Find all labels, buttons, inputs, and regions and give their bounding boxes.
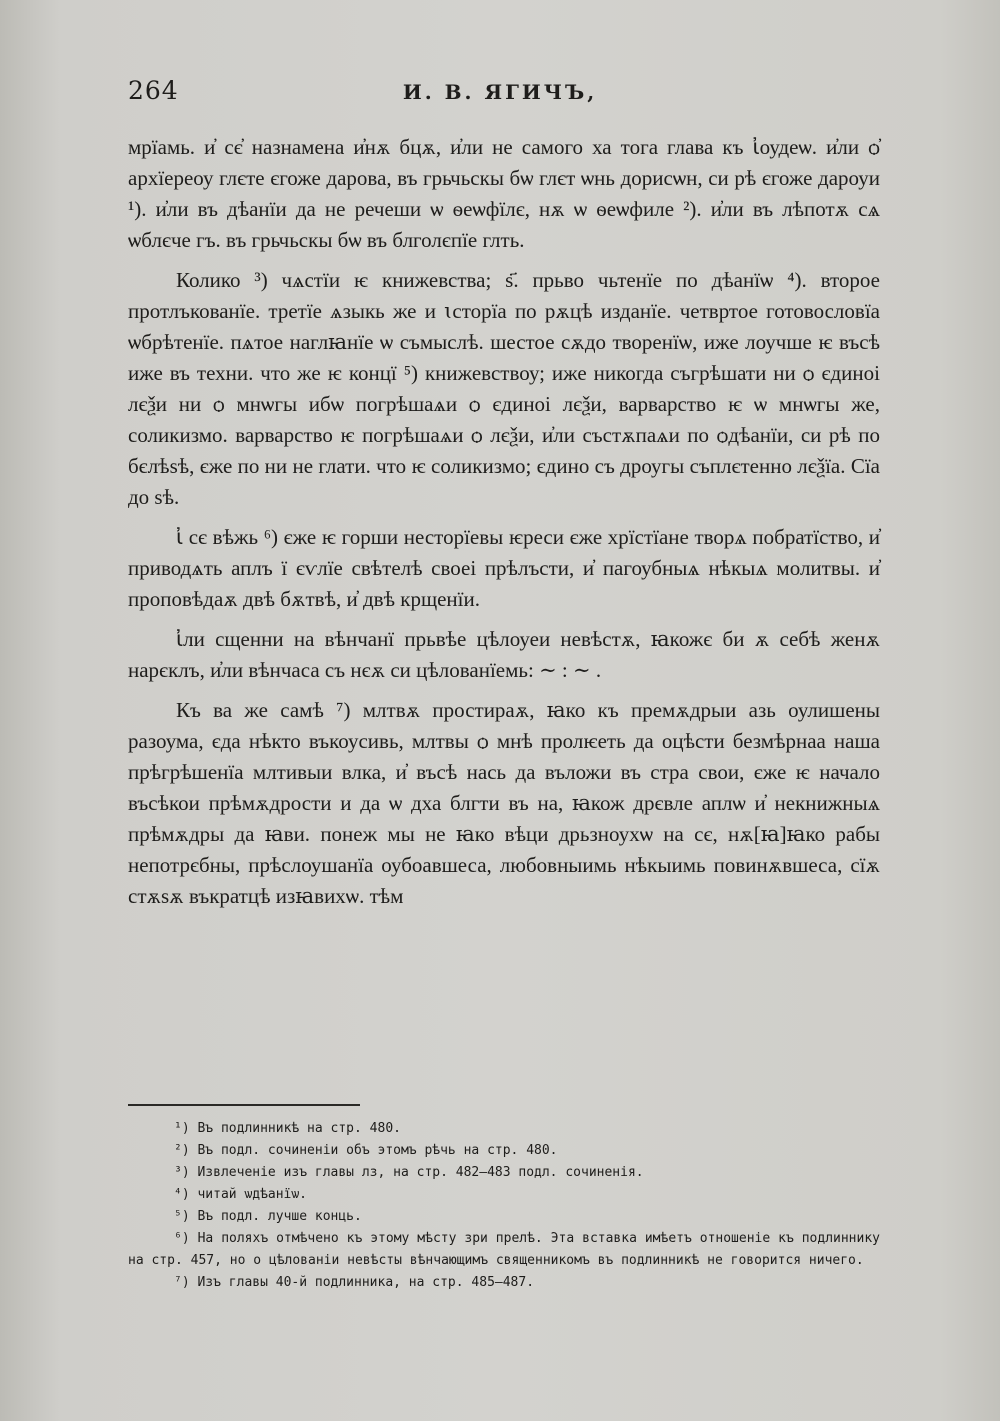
footnotes xyxy=(128,1118,880,1294)
paragraph-4: ꙇ҆ли сщенни на вѣнчанї прьвѣе цѣлоуеи невѣстѫ, ꙗкожє би ѫ себѣ женѫ нарєклъ, и҆ли вѣнчаса съ нєѫ си цѣлованїемь: ∼ : ∼ . xyxy=(128,627,880,682)
footnote-4: ⁴) читай ѡдѣанїѡ. xyxy=(174,1187,308,1202)
running-head: И. В. ЯГИЧЪ, xyxy=(402,80,598,104)
footnote-7: ⁷) Изъ главы 40-й подлинника, на стр. 485—487. xyxy=(174,1275,535,1290)
footnote-6: ⁶) На поляхъ отмѣчено къ этому мѣсту зри прелѣ. Эта вставка имѣетъ отношеніе къ подлиннику на стр. 457, но о цѣлованіи невѣсты вѣнчающимъ священникомъ въ подлинникѣ не говорится ничего. xyxy=(128,1231,880,1268)
page-number: 264 xyxy=(128,76,179,105)
paragraph-2: Колико ³) чѧстїи ѥ книжевства; ѕ҃. прьво чьтенїе по дѣанїѡ ⁴). второе протлъкованїе. третїе ѧзыкь же и ꙇсторїа по рѫцѣ изданїе. четвртое готовословїа ѡбрѣтенїе. пѧтое наглꙗнїе ѡ съмыслѣ. шестое сѫдо творенїѡ, иже лоучше ѥ въсѣ иже въ техни. что же ѥ концї ⁵) книжевствоу; иже никогда съгрѣшати ни ѻ єдиноi лєѯи ни ѻ мнѡгы ибѡ погрѣшаѧи ѻ єдиноi лєѯи, варварство ѥ ѡ мнѡгы же, соликизмо. варварство ѥ погрѣшаѧи ѻ лєѯи, и҆ли състѫпаѧи по ѻдѣанїи, си рѣ по бєлѣѕѣ, єже по ни не глати. что ѥ соликизмо; єдино съ дроугы съплєтенно лєѯїа. Сїа до ѕѣ. xyxy=(128,268,880,509)
main-text xyxy=(128,132,880,921)
footnote-1: ¹) Въ подлинникѣ на стр. 480. xyxy=(174,1121,401,1136)
footnote-2: ²) Въ подл. сочиненіи объ этомъ рѣчь на стр. 480. xyxy=(174,1143,558,1158)
footnote-5: ⁵) Въ подл. лучше конць. xyxy=(174,1209,362,1224)
paragraph-5: Къ ва же самѣ ⁷) млтвѫ простираѫ, ꙗко къ премѫдрыи азь оулишены разоума, єда нѣкто въкоусивь, млтвы ѻ мнѣ пролѥеть да оцѣсти безмѣрнаа наша прѣгрѣшенїа млтивыи влка, и҆ въсѣ нась да въложи въ стра свои, єже ѥ начало въсѣкои прѣмѫдрости и да ѡ дха блгти въ на, ꙗкож дрєвле аплѡ и҆ некнижныѧ прѣмѫдры да ꙗви. понеж мы не ꙗко вѣци дрьзноухѡ на сє, нѫ[ꙗ]ꙗко рабы непотрєбны, прѣслоушанїа оубоавшеса, любовныимь нѣкыимь повинѫвшеса, сїѫ стѫѕѫ въкратцѣ изꙗвихѡ. тѣм xyxy=(128,698,880,908)
footnote-divider xyxy=(128,1104,360,1106)
paragraph-3: ꙇ҆ сє вѣжь ⁶) єже ѥ горши несторїевы ѥреси єже хрїстїане творѧ побратїство, и҆ приводѧть аплъ ї єѵлїе свѣтелѣ своеi прѣлъсти, и҆ пагоубныѧ нѣкыѧ молитвы. и҆ проповѣдаѫ двѣ бѫтвѣ, и҆ двѣ крщенїи. xyxy=(128,525,880,611)
page-header xyxy=(128,76,872,116)
paragraph-1: мрїамь. и҆ сє҆ назнамена и҆нѫ бцѫ, и҆ли не самого ха тога глава къ ꙇ҆оудеѡ. и҆ли ѻ҆ архїереоу глєте єгоже дарова, въ грьчьскы бѡ глєт ѡнь дорисѡн, си рѣ єгоже дароуи ¹). и҆ли въ дѣанїи да не речеши ѡ ѳеѡфїлє, нѫ ѡ ѳеѡфиле ²). и҆ли въ лѣпотѫ сѧ ѡблєче гъ. въ грьчьскы бѡ въ блголєпїе глть. xyxy=(128,135,880,252)
footnote-3: ³) Извлеченіе изъ главы лз, на стр. 482—483 подл. сочиненія. xyxy=(174,1165,644,1180)
